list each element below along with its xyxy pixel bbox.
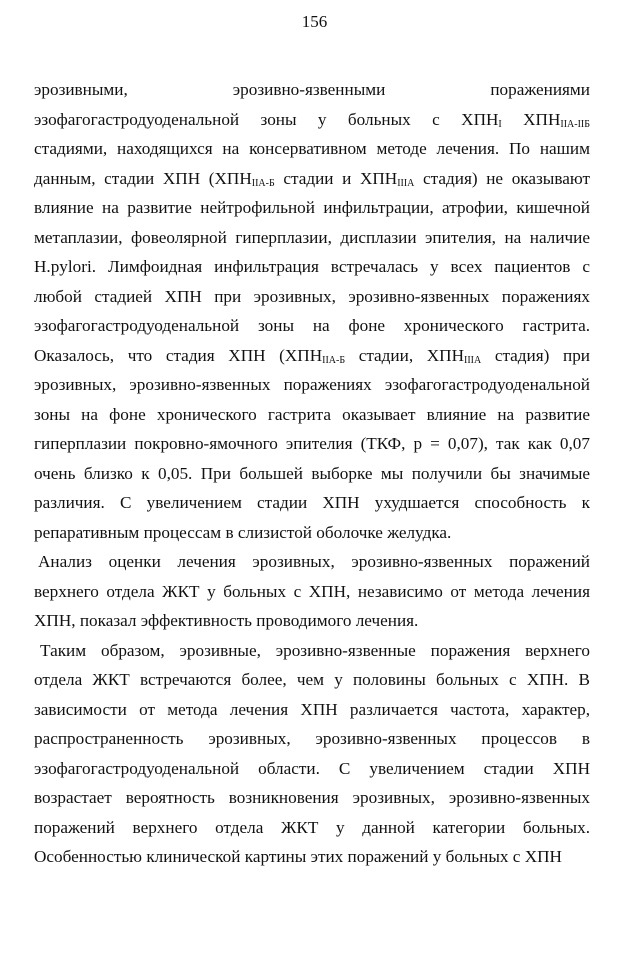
text-line: Оказалось, что стадия ХПН ($ХПН_{IIА-Б}$ стадии, $ХПН_{IIIА}$ стадия) при (34, 345, 590, 366)
text-line: эзофагогастродуоденальной зоны на фоне хронического гастрита. (34, 316, 590, 335)
text-line: данным, стадии ХПН ($ХПН_{IIА-Б}$ стадии и $ХПН_{IIIА}$ стадия) не оказывают (34, 168, 590, 189)
text-line: H.pylori. Лимфоидная инфильтрация встречалась у всех пациентов с (34, 257, 590, 276)
text-line: эрозивных, эрозивно-язвенных поражениях эзофагогастродуоденальной (34, 375, 590, 394)
text-line: отдела ЖКТ встречаются более, чем у половины больных с ХПН. В (34, 670, 590, 689)
text-line: метаплазии, фовеолярной гиперплазии, дисплазии эпителия, на наличие (34, 227, 590, 247)
text-line: очень близко к 0,05. При большей выборке мы получили бы значимые (34, 463, 590, 483)
text-line: зоны на фоне хронического гастрита оказывает влияние на развитие (34, 404, 590, 424)
paragraph-1 (34, 75, 590, 547)
text-line: стадиями, находящихся на консервативном методе лечения. По нашим (34, 139, 590, 158)
text-line: поражений верхнего отдела ЖКТ у данной категории больных. (34, 817, 590, 837)
text-line: эрозивными, эрозивно-язвенными поражениями (34, 80, 590, 99)
text-line: гиперплазии покровно-ямочного эпителия (ТКФ, р = 0,07), так как 0,07 (34, 434, 590, 453)
document-body (34, 75, 590, 872)
paragraph-2 (34, 547, 590, 636)
text-line: ХПН, показал эффективность проводимого лечения. (34, 611, 419, 630)
text-line: распространенность эрозивных, эрозивно-язвенных процессов в (34, 729, 590, 748)
text-line: возрастает вероятность возникновения эрозивных, эрозивно-язвенных (34, 788, 590, 807)
page-number: 156 (301, 12, 328, 31)
text-line: Таким образом, эрозивные, эрозивно-язвенные поражения верхнего (40, 640, 590, 660)
text-line: Анализ оценки лечения эрозивных, эрозивно-язвенных поражений (38, 552, 590, 571)
text-line: влияние на развитие нейтрофильной инфильтрации, атрофии, кишечной (34, 198, 590, 217)
text-line: верхнего отдела ЖКТ у больных с ХПН, независимо от метода лечения (34, 581, 590, 601)
text-line: различия. С увеличением стадии ХПН ухудшается способность к (34, 493, 590, 512)
paragraph-3 (34, 636, 590, 872)
text-line: любой стадией ХПН при эрозивных, эрозивно-язвенных поражениях (34, 286, 590, 306)
text-line: эзофагогастродуоденальной области. С увеличением стадии ХПН (34, 758, 590, 778)
text-line: эзофагогастродуоденальной зоны у больных с $ХПН_I$ $ХПН_{IIА-IIБ}$ (34, 109, 590, 130)
text-line: репаративным процессам в слизистой оболочке желудка. (34, 522, 452, 542)
text-line: Особенностью клинической картины этих поражений у больных с ХПН (34, 847, 562, 866)
text-line: зависимости от метода лечения ХПН различается частота, характер, (34, 699, 590, 719)
